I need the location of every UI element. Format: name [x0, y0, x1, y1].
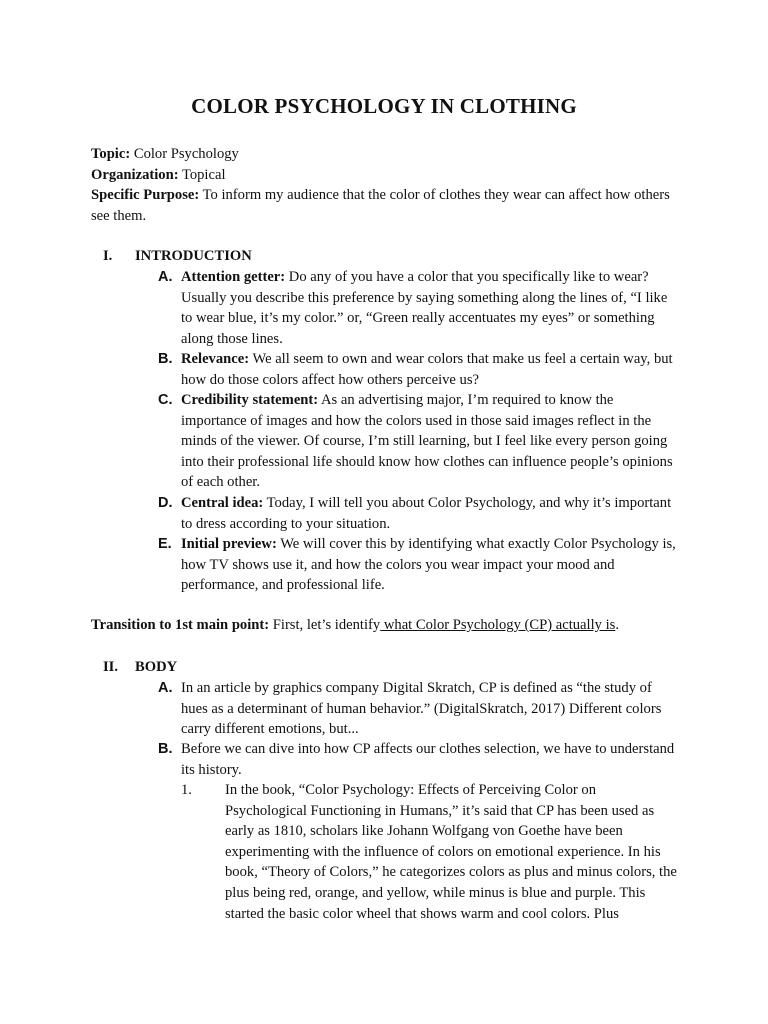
transition-underlined-text: what Color Psychology (CP) actually is — [380, 617, 616, 633]
item-text — [181, 493, 678, 534]
item-body: Do any of you have a color that you specifically like to wear? Usually you describe this preference by saying something along the lines of, “I like to wear blue, it’s my color.” or, “Green really accentuates my eyes” or something along those lines. — [181, 269, 668, 347]
item-letter: D. — [158, 495, 173, 511]
item-body: Before we can dive into how CP affects our clothes selection, we have to understand its history. — [181, 741, 675, 778]
item-body: Today, I will tell you about Color Psychology, and why it’s important to dress according to your situation. — [181, 495, 672, 532]
item-label: Initial preview: — [181, 536, 277, 552]
topic-value: Color Psychology — [130, 146, 239, 162]
purpose-label: Specific Purpose: — [91, 187, 200, 204]
section-title: BODY — [135, 659, 178, 675]
purpose-value: To inform my audience that the color of clothes they wear can affect how others see them. — [91, 187, 670, 224]
intro-item-a — [158, 267, 678, 349]
transition-label: Transition to 1st main point: — [91, 617, 270, 633]
section-number: II. — [103, 659, 119, 675]
page-title: COLOR PSYCHOLOGY IN CLOTHING — [191, 94, 577, 118]
item-body: We all seem to own and wear colors that make us feel a certain way, but how do those colors affect how others perceive us? — [181, 351, 673, 388]
transition-text: First, let’s identify — [269, 617, 381, 633]
item-text — [181, 267, 678, 349]
intro-item-d — [158, 493, 678, 534]
item-letter: E. — [158, 536, 172, 552]
item-body: We will cover this by identifying what exactly Color Psychology is, how TV shows use it, and how the colors you wear impact your mood and performance, and professional life. — [181, 536, 676, 594]
section-heading-introduction — [91, 246, 252, 267]
body-item-b — [158, 739, 678, 780]
speech-metadata — [91, 144, 691, 226]
item-label: Credibility statement: — [181, 392, 319, 408]
organization-label: Organization: — [91, 166, 179, 183]
item-label: Attention getter: — [181, 269, 286, 285]
body-subitem-1 — [181, 780, 681, 924]
purpose-line — [91, 185, 691, 226]
intro-item-b — [158, 349, 678, 390]
intro-item-c — [158, 390, 678, 493]
item-label: Relevance: — [181, 351, 250, 367]
section-number: I. — [103, 248, 113, 264]
section-heading-body — [91, 657, 177, 678]
subitem-number: 1. — [181, 782, 192, 798]
organization-line — [91, 165, 691, 186]
section-title: INTRODUCTION — [135, 248, 252, 264]
item-letter: A. — [158, 680, 173, 696]
topic-label: Topic: — [91, 146, 131, 162]
organization-value: Topical — [178, 166, 226, 183]
item-text — [181, 390, 678, 493]
transition-period: . — [615, 617, 619, 633]
intro-item-e — [158, 534, 678, 596]
item-letter: B. — [158, 741, 173, 757]
item-body: As an advertising major, I’m required to know the importance of images and how the colors used in those said images reflect in the minds of the viewer. Of course, I’m still learning, but I feel like every person going into their professional life should know how clothes can influence people’s opinions of each other. — [181, 392, 673, 491]
subitem-text: In the book, “Color Psychology: Effects of Perceiving Color on Psychological Functioning in Humans,” it’s said that CP has been used as early as 1810, scholars like Johann Wolfgang von Goethe have been experimenting with the influence of colors on emotional experience. In his book, “Theory of Colors,” he categorizes colors as plus and minus colors, the plus being red, orange, and yellow, while minus is blue and purple. This started the basic color wheel that shows warm and cool colors. Plus — [225, 782, 677, 922]
item-text — [181, 534, 678, 596]
body-item-a — [158, 678, 678, 740]
item-letter: B. — [158, 351, 173, 367]
topic-line — [91, 144, 691, 165]
item-letter: C. — [158, 392, 173, 408]
item-letter: A. — [158, 269, 173, 285]
item-body: In an article by graphics company Digital Skratch, CP is defined as “the study of hues as a determinant of human behavior.” (DigitalSkratch, 2017) Different colors carry different emotions, but... — [181, 680, 662, 738]
item-text — [181, 349, 678, 390]
item-label: Central idea: — [181, 495, 264, 511]
transition-line — [91, 615, 711, 636]
